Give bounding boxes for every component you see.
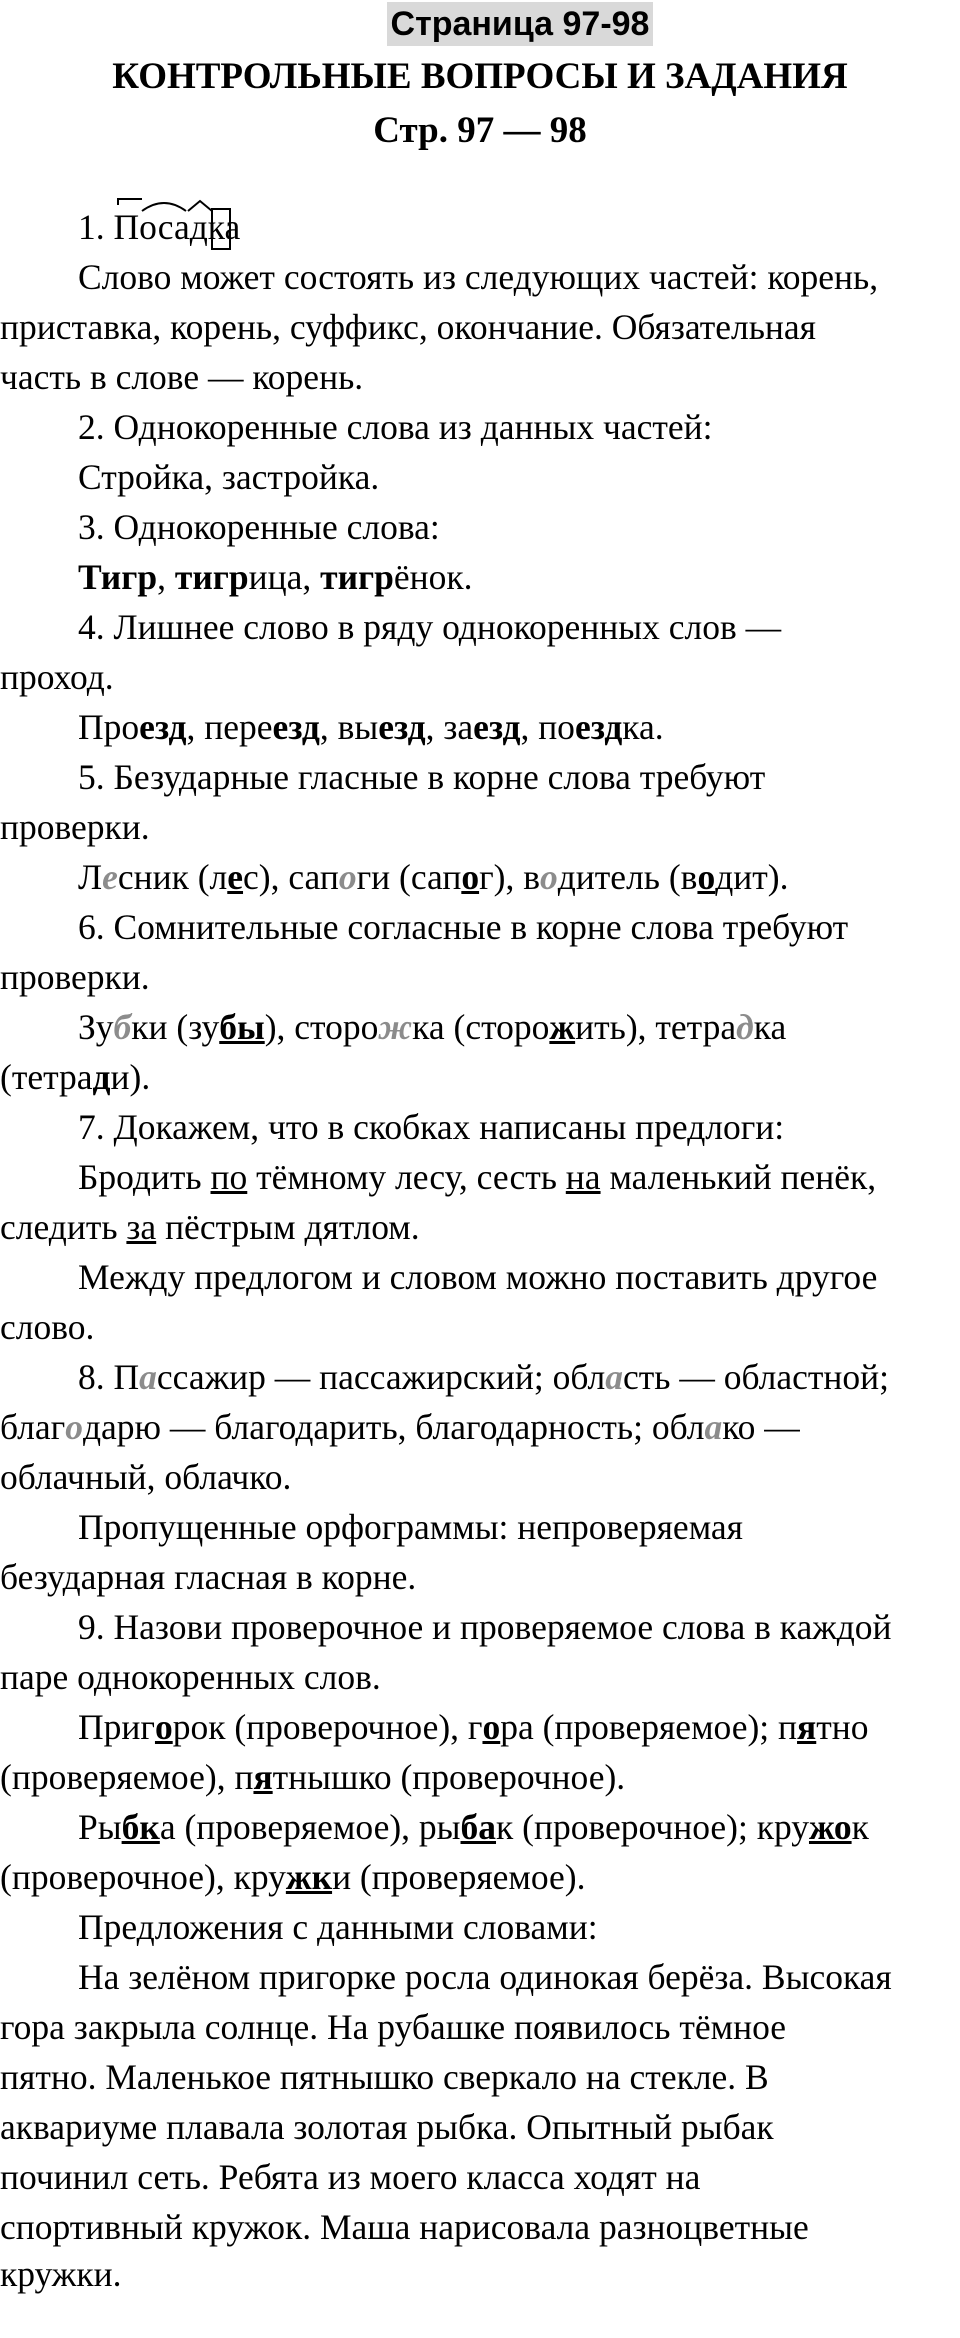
text-line: 1. Посадка: [78, 207, 241, 247]
text-line: приставка, корень, суффикс, окончание. Обязательная: [0, 307, 816, 347]
check-letter: жо: [808, 1807, 852, 1847]
text-line: 7. Докажем, что в скобках написаны предлоги:: [78, 1107, 785, 1147]
root-bold: езд: [473, 707, 521, 747]
root-bold: тигр: [320, 557, 394, 597]
unstressed-vowel: а: [704, 1407, 723, 1447]
text-line: 6. Сомнительные согласные в корне слова требуют: [78, 907, 849, 947]
text-span: ка (сторо: [412, 1007, 550, 1047]
text-span: ), сторо: [264, 1007, 379, 1047]
text-span: сть — областной;: [622, 1357, 889, 1397]
text-line: безударная гласная в корне.: [0, 1557, 417, 1597]
text-line: 5. Безударные гласные в корне слова требуют: [78, 757, 766, 797]
check-letter: ж: [549, 1007, 576, 1047]
text-line: проверки.: [0, 807, 150, 847]
unstressed-vowel: о: [65, 1407, 83, 1447]
text-line: Предложения с данными словами:: [78, 1907, 598, 1947]
text-span: а (проверяемое), ры: [159, 1807, 461, 1847]
text-span: и (проверяемое).: [332, 1857, 586, 1897]
check-letter: бк: [121, 1807, 160, 1847]
doubtful-consonant: б: [113, 1007, 132, 1047]
text-line: [0, 1702, 960, 1752]
text-span: Л: [78, 857, 103, 897]
check-letter: я: [253, 1757, 273, 1797]
unstressed-vowel: о: [338, 857, 357, 897]
check-letter: ба: [460, 1807, 497, 1847]
text-span: , пере: [186, 707, 273, 747]
text-span: ко —: [722, 1407, 800, 1447]
check-letter: о: [461, 857, 480, 897]
check-letter: я: [797, 1707, 817, 1747]
text-span: пёстрым дятлом.: [156, 1207, 420, 1247]
text-line: спортивный кружок. Маша нарисовала разноцветные: [0, 2207, 809, 2247]
text-span: Бродить: [78, 1157, 211, 1197]
text-line: [0, 1002, 960, 1052]
text-line: [0, 1802, 960, 1852]
preposition: за: [126, 1207, 157, 1247]
text-span: ,: [157, 557, 175, 597]
text-span: с), сап: [243, 857, 339, 897]
text-span: рок (проверочное), г: [172, 1707, 483, 1747]
text-span: к: [851, 1807, 869, 1847]
text-span: дитель (в: [557, 857, 698, 897]
text-span: ка.: [622, 707, 664, 747]
text-line: [0, 852, 960, 902]
text-line: [0, 702, 960, 752]
text-line: Между предлогом и словом можно поставить другое: [78, 1257, 878, 1297]
text-span: , вы: [319, 707, 379, 747]
text-line: [0, 1352, 960, 1402]
text-line: часть в слове — корень.: [0, 357, 364, 397]
text-span: (тетра: [0, 1057, 93, 1097]
text-line: кружки.: [0, 2254, 122, 2294]
text-span: ить), тетра: [575, 1007, 737, 1047]
text-line: паре однокоренных слов.: [0, 1657, 381, 1697]
text-line: облачный, облачко.: [0, 1457, 292, 1497]
unstressed-vowel: е: [102, 857, 118, 897]
text-line: [0, 1202, 960, 1252]
text-span: (проверочное), кру: [0, 1857, 286, 1897]
text-span: 8. П: [78, 1357, 140, 1397]
text-line: починил сеть. Ребята из моего класса ходят на: [0, 2157, 701, 2197]
check-letter: жк: [285, 1857, 333, 1897]
text-span: Приг: [78, 1707, 155, 1747]
text-line: [0, 1052, 960, 1102]
text-span: маленький пенёк,: [600, 1157, 877, 1197]
text-span: г), в: [479, 857, 540, 897]
text-span: благ: [0, 1407, 66, 1447]
text-line: На зелёном пригорке росла одинокая берёза. Высокая: [78, 1957, 892, 1997]
text-line: Слово может состоять из следующих частей: корень,: [78, 257, 879, 297]
root-bold: езд: [272, 707, 320, 747]
text-span: тёмному лесу, сесть: [247, 1157, 566, 1197]
text-span: ги (сап: [356, 857, 462, 897]
text-line: Пропущенные орфограммы: непроверяемая: [78, 1507, 744, 1547]
root-bold: Тигр: [78, 557, 158, 597]
preposition: на: [565, 1157, 601, 1197]
doubtful-consonant: ж: [378, 1007, 413, 1047]
text-line: аквариуме плавала золотая рыбка. Опытный рыбак: [0, 2107, 774, 2147]
check-letter: о: [697, 857, 716, 897]
page-tab: Страница 97-98: [387, 2, 653, 46]
section-title: КОНТРОЛЬНЫЕ ВОПРОСЫ И ЗАДАНИЯ: [112, 56, 848, 97]
text-line: [0, 1752, 960, 1802]
text-line: 4. Лишнее слово в ряду однокоренных слов —: [78, 607, 782, 647]
text-line: 2. Однокоренные слова из данных частей:: [78, 407, 713, 447]
text-span: ра (проверяемое); п: [500, 1707, 798, 1747]
text-line: гора закрыла солнце. На рубашке появилось тёмное: [0, 2007, 787, 2047]
text-span: дарю — благодарить, благодарность; обл: [82, 1407, 705, 1447]
unstressed-vowel: а: [139, 1357, 157, 1397]
text-span: дит).: [715, 857, 789, 897]
text-span: (проверяемое), п: [0, 1757, 254, 1797]
text-line: пятно. Маленькое пятнышко сверкало на стекле. В: [0, 2057, 769, 2097]
text-line: Стройка, застройка.: [78, 457, 380, 497]
text-span: , за: [425, 707, 474, 747]
text-line: 9. Назови проверочное и проверяемое слова в каждой: [78, 1607, 892, 1647]
text-span: тно: [816, 1707, 869, 1747]
text-span: к (проверочное); кру: [496, 1807, 809, 1847]
root-bold: езд: [139, 707, 187, 747]
check-letter: о: [482, 1707, 501, 1747]
root-bold: езд: [378, 707, 426, 747]
text-span: Зу: [78, 1007, 114, 1047]
text-span: ки (зу: [131, 1007, 220, 1047]
text-span: , по: [520, 707, 575, 747]
text-span: Ры: [78, 1807, 122, 1847]
text-line: проверки.: [0, 957, 150, 997]
root-bold: езд: [574, 707, 623, 747]
page-range: Стр. 97 — 98: [373, 110, 587, 151]
check-letter: бы: [219, 1007, 265, 1047]
text-line: [0, 1402, 960, 1452]
check-letter: д: [92, 1057, 111, 1097]
text-span: ка: [753, 1007, 787, 1047]
text-span: Про: [78, 707, 140, 747]
text-span: сник (л: [117, 857, 228, 897]
text-line: 3. Однокоренные слова:: [78, 507, 440, 547]
check-letter: е: [227, 857, 244, 897]
text-span: ица,: [248, 557, 321, 597]
text-line: [0, 1152, 960, 1202]
doubtful-consonant: д: [736, 1007, 754, 1047]
preposition: по: [210, 1157, 248, 1197]
text-span: тнышко (проверочное).: [272, 1757, 626, 1797]
answers-text: [0, 202, 960, 2296]
text-span: ссажир — пассажирский; обл: [156, 1357, 606, 1397]
root-bold: тигр: [174, 557, 249, 597]
check-letter: о: [154, 1707, 173, 1747]
text-line: [0, 1852, 960, 1902]
text-span: следить: [0, 1207, 127, 1247]
text-line: слово.: [0, 1307, 95, 1347]
text-line: [0, 552, 960, 602]
text-span: и).: [110, 1057, 151, 1097]
text-line: проход.: [0, 657, 114, 697]
unstressed-vowel: а: [605, 1357, 623, 1397]
unstressed-vowel: о: [539, 857, 558, 897]
text-span: ёнок.: [393, 557, 473, 597]
